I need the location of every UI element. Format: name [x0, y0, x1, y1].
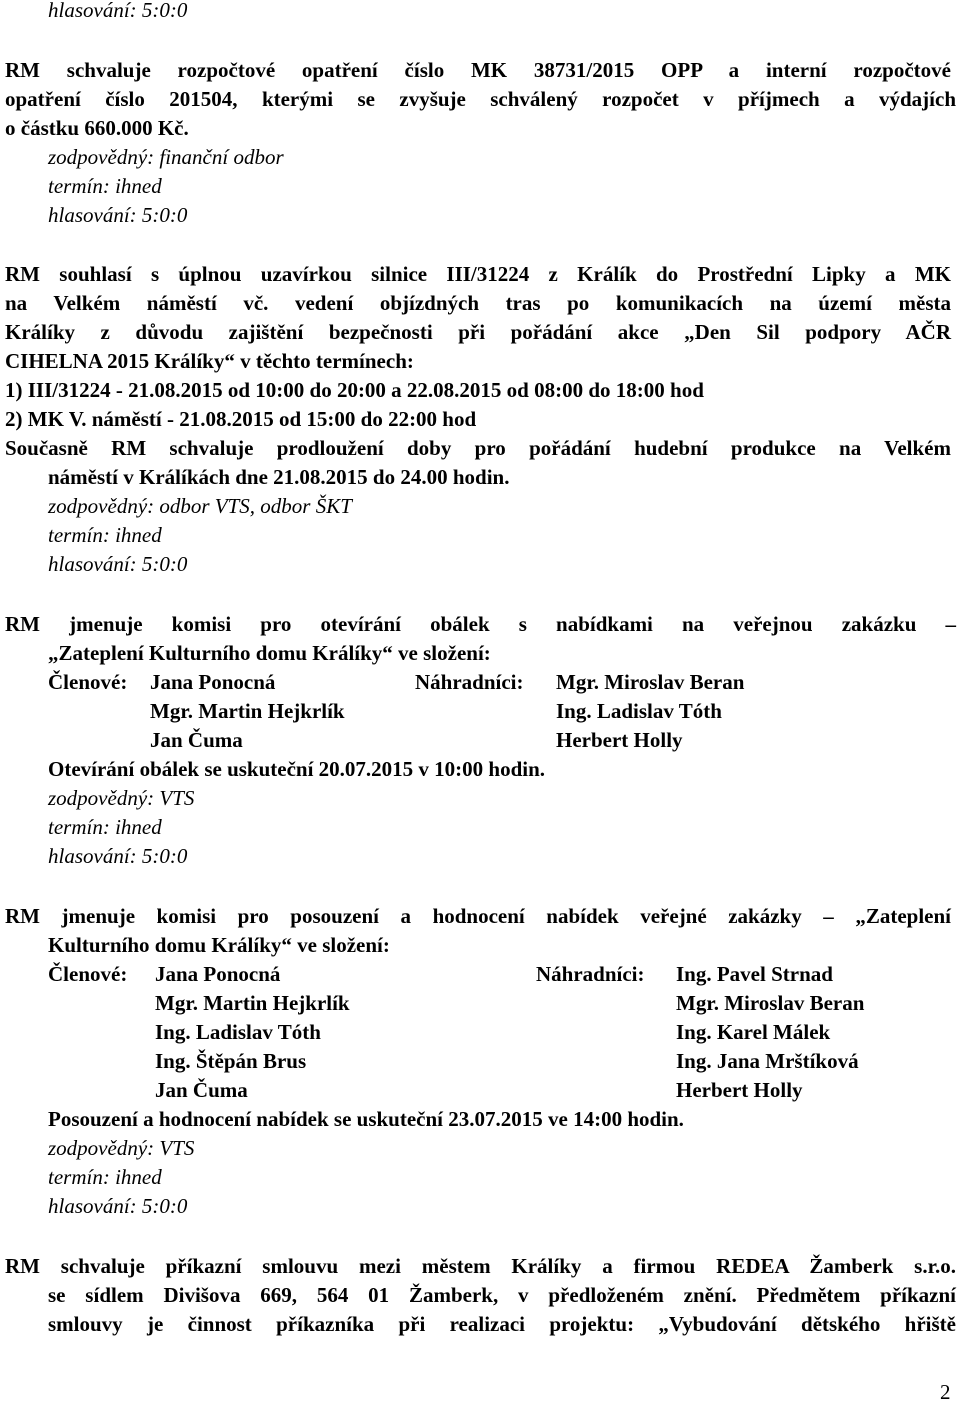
responsible-line: zodpovědný: finanční odbor [48, 145, 284, 169]
resolution-2-text: na Velkém náměstí vč. vedení objízdných tras po komunikacích na území města [5, 291, 951, 315]
substitute-name: Ing. Karel Málek [676, 1020, 831, 1044]
resolution-4-text: Kulturního domu Králíky“ ve složení: [48, 933, 390, 957]
substitutes-label: Náhradníci: [536, 962, 645, 986]
resolution-5-text: smlouvy je činnost příkazníka při realizaci projektu: „Vybudování dětského hřiště [48, 1312, 956, 1336]
resolution-2-text: 1) III/31224 - 21.08.2015 od 10:00 do 20:00 a 22.08.2015 od 08:00 do 18:00 hod [5, 378, 704, 402]
page-number: 2 [940, 1380, 951, 1404]
substitute-name: Mgr. Miroslav Beran [676, 991, 865, 1015]
resolution-1-text: opatření číslo 201504, kterými se zvyšuje schválený rozpočet v příjmech a výdajích [5, 87, 956, 111]
resolution-5-text: se sídlem Divišova 669, 564 01 Žamberk, v předloženém znění. Předmětem příkazní [48, 1283, 956, 1307]
vote-line: hlasování: 5:0:0 [48, 844, 188, 868]
member-name: Ing. Ladislav Tóth [155, 1020, 321, 1044]
vote-line: hlasování: 5:0:0 [48, 1194, 188, 1218]
resolution-2-text: RM souhlasí s úplnou uzavírkou silnice III/31224 z Králík do Prostřední Lipky a MK [5, 262, 951, 286]
resolution-3-text: RM jmenuje komisi pro otevírání obálek s nabídkami na veřejnou zakázku – [5, 612, 956, 636]
responsible-line: zodpovědný: VTS [48, 786, 195, 810]
deadline-line: termín: ihned [48, 523, 162, 547]
deadline-line: termín: ihned [48, 815, 162, 839]
vote-line: hlasování: 5:0:0 [48, 552, 188, 576]
substitute-name: Herbert Holly [676, 1078, 803, 1102]
responsible-line: zodpovědný: odbor VTS, odbor ŠKT [48, 494, 352, 518]
member-name: Jana Ponocná [155, 962, 281, 986]
member-name: Jan Čuma [150, 728, 243, 752]
substitute-name: Ing. Jana Mrštíková [676, 1049, 859, 1073]
member-name: Mgr. Martin Hejkrlík [150, 699, 345, 723]
vote-line: hlasování: 5:0:0 [48, 203, 188, 227]
resolution-2-text: Současně RM schvaluje prodloužení doby pro pořádání hudební produkce na Velkém [5, 436, 951, 460]
resolution-5-text: RM schvaluje příkazní smlouvu mezi městem Králíky a firmou REDEA Žamberk s.r.o. [5, 1254, 956, 1278]
resolution-4-text: RM jmenuje komisi pro posouzení a hodnocení nabídek veřejné zakázky – „Zateplení [5, 904, 951, 928]
substitute-name: Herbert Holly [556, 728, 683, 752]
resolution-2-text: náměstí v Králíkách dne 21.08.2015 do 24.00 hodin. [48, 465, 510, 489]
opening-line: Otevírání obálek se uskuteční 20.07.2015 v 10:00 hodin. [48, 757, 546, 781]
member-name: Ing. Štěpán Brus [155, 1049, 307, 1073]
resolution-2-text: CIHELNA 2015 Králíky“ v těchto termínech: [5, 349, 414, 373]
deadline-line: termín: ihned [48, 1165, 162, 1189]
resolution-3-text: „Zateplení Kulturního domu Králíky“ ve složení: [48, 641, 491, 665]
substitutes-label: Náhradníci: [415, 670, 524, 694]
member-name: Jana Ponocná [150, 670, 276, 694]
substitute-name: Ing. Ladislav Tóth [556, 699, 722, 723]
substitute-name: Mgr. Miroslav Beran [556, 670, 745, 694]
evaluation-line: Posouzení a hodnocení nabídek se uskuteční 23.07.2015 ve 14:00 hodin. [48, 1107, 684, 1131]
vote-line: hlasování: 5:0:0 [48, 0, 188, 22]
members-label: Členové: [48, 962, 128, 986]
member-name: Jan Čuma [155, 1078, 248, 1102]
resolution-1-text: o částku 660.000 Kč. [5, 116, 189, 140]
resolution-1-text: RM schvaluje rozpočtové opatření číslo MK 38731/2015 OPP a interní rozpočtové [5, 58, 951, 82]
responsible-line: zodpovědný: VTS [48, 1136, 195, 1160]
resolution-2-text: Králíky z důvodu zajištění bezpečnosti při pořádání akce „Den Sil podpory AČR [5, 320, 951, 344]
substitute-name: Ing. Pavel Strnad [676, 962, 833, 986]
members-label: Členové: [48, 670, 128, 694]
resolution-2-text: 2) MK V. náměstí - 21.08.2015 od 15:00 do 22:00 hod [5, 407, 477, 431]
deadline-line: termín: ihned [48, 174, 162, 198]
member-name: Mgr. Martin Hejkrlík [155, 991, 350, 1015]
